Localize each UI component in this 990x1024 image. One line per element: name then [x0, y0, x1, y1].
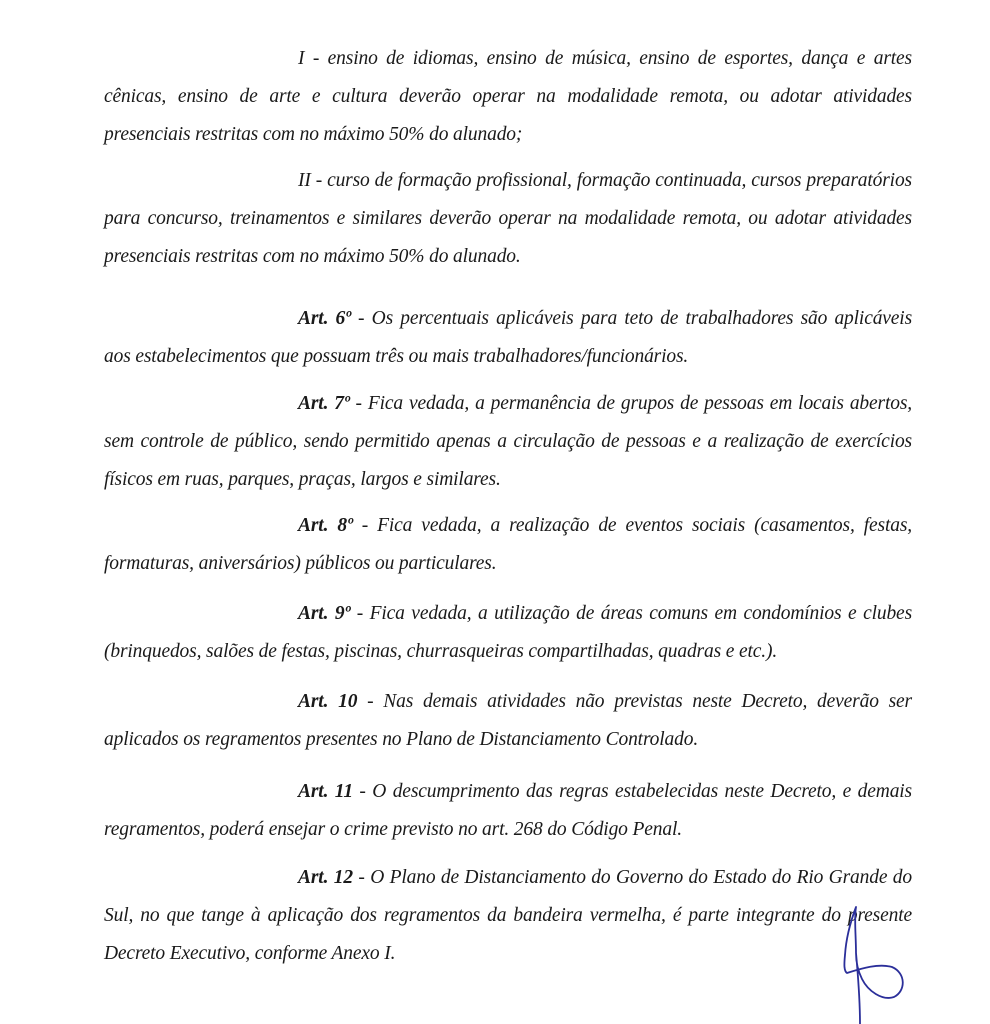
- article-number: Art. 12: [298, 866, 353, 888]
- paragraph-art-7: [104, 385, 912, 499]
- paragraph-lead: I -: [298, 47, 328, 69]
- paragraph-text: - O Plano de Distanciamento do Governo do Estado do Rio Grande do Sul, no que tange à aplicação dos regramentos da bandeira vermelha, é parte integrante do presente Decreto Executivo, conforme Anexo I.: [104, 866, 913, 964]
- paragraph-text: - Nas demais atividades não previstas neste Decreto, deverão ser aplicados os regramentos presentes no Plano de Distanciamento Controlado.: [104, 690, 912, 750]
- paragraph-art-6: [104, 300, 912, 376]
- paragraph-text: - Fica vedada, a permanência de grupos de pessoas em locais abertos, sem controle de público, sendo permitido apenas a circulação de pessoas e a realização de exercícios físicos em ruas, parques, praças, largos e similares.: [104, 392, 913, 490]
- article-number: Art. 11: [298, 780, 353, 802]
- paragraph-inciso-2: [104, 162, 912, 276]
- paragraph-art-10: [104, 683, 912, 759]
- paragraph-art-9: [104, 595, 912, 671]
- paragraph-art-8: [104, 507, 912, 583]
- paragraph-lead: II -: [298, 169, 328, 191]
- article-number: Art. 10: [298, 690, 358, 712]
- article-number: Art. 7º: [298, 392, 350, 414]
- article-number: Art. 9º: [298, 602, 351, 624]
- article-number: Art. 8º: [298, 514, 353, 536]
- paragraph-art-12: [104, 859, 912, 973]
- article-number: Art. 6º: [298, 307, 351, 329]
- paragraph-text: ensino de idiomas, ensino de música, ensino de esportes, dança e artes cênicas, ensino de arte e cultura deverão operar na modalidade remota, ou adotar atividades presenciais restritas com no máximo 50% do alunado;: [104, 47, 912, 145]
- paragraph-art-11: [104, 773, 912, 849]
- paragraph-text: curso de formação profissional, formação continuada, cursos preparatórios para concurso, treinamentos e similares deverão operar na modalidade remota, ou adotar atividades presenciais restritas com no máximo 50% do alunado.: [104, 169, 912, 267]
- signature-stroke: [844, 907, 902, 1024]
- paragraph-text: - O descumprimento das regras estabelecidas neste Decreto, e demais regramentos, poderá ensejar o crime previsto no art. 268 do Código Penal.: [104, 780, 912, 840]
- paragraph-text: - Fica vedada, a realização de eventos sociais (casamentos, festas, formaturas, aniversários) públicos ou particulares.: [104, 514, 912, 574]
- paragraph-inciso-1: [104, 40, 912, 154]
- paragraph-text: - Os percentuais aplicáveis para teto de trabalhadores são aplicáveis aos estabelecimentos que possuam três ou mais trabalhadores/funcionários.: [104, 307, 913, 367]
- signature-initial-icon: [820, 905, 930, 1024]
- paragraph-text: - Fica vedada, a utilização de áreas comuns em condomínios e clubes (brinquedos, salões de festas, piscinas, churrasqueiras compartilhadas, quadras e etc.).: [104, 602, 913, 662]
